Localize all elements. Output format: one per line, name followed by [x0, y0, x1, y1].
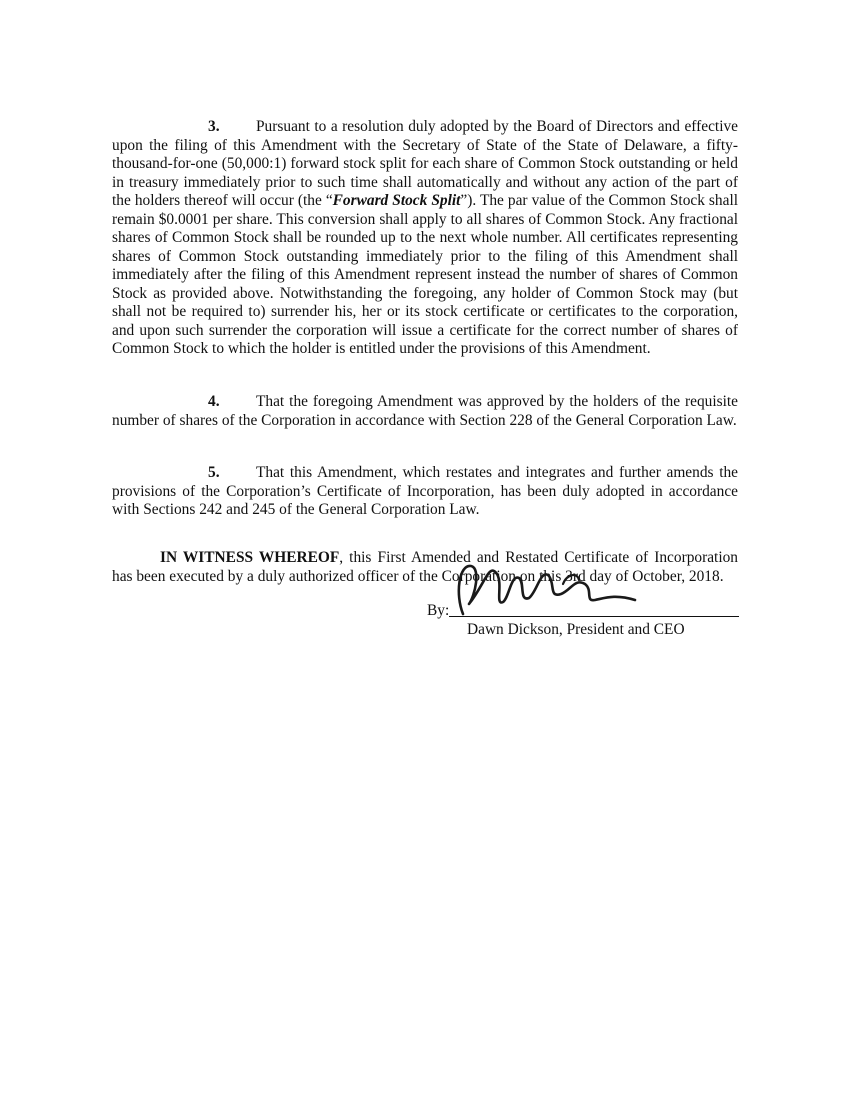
by-label: By: [427, 602, 450, 619]
handwritten-signature [445, 544, 645, 624]
paragraph-number: 5. [208, 464, 220, 481]
paragraph-text: That the foregoing Amendment was approved by the holders of the requisite number of shares of the Corporation in accordance with Section 228 of the General Corporation Law. [112, 393, 738, 429]
paragraph-4 [112, 393, 738, 430]
witness-text: , this First Amended and Restated Certificate of Incorporation has been executed by a duly authorized officer of the Corporation on this 3rd day of October, 2018. [112, 549, 738, 585]
witness-lead: IN WITNESS WHEREOF [160, 549, 340, 566]
paragraph-3 [112, 118, 738, 359]
defined-term: Forward Stock Split [332, 192, 461, 209]
paragraph-text-continued: ”). The par value of the Common Stock shall remain $0.0001 per share. This conversion shall apply to all shares of Common Stock. Any fractional shares of Common Stock shall be rounded up to the next whole number. All certificates representing shares of Common Stock outstanding immediately prior to the filing of this Amendment shall immediately after the filing of this Amendment represent instead the number of shares of Common Stock as provided above. Notwithstanding the foregoing, any holder of Common Stock may (but shall not be required to) surrender his, her or its stock certificate or certificates to the corporation, and upon such surrender the corporation will issue a certificate for the correct number of shares of Common Stock to which the holder is entitled under the provisions of this Amendment. [112, 192, 738, 357]
paragraph-text: Pursuant to a resolution duly adopted by the Board of Directors and effective upon the filing of this Amendment with the Secretary of State of the State of Delaware, a fifty-thousand-for-one (50,000:1) forward stock split for each share of Common Stock outstanding or held in treasury immediately prior to such time shall automatically and without any action of the part of the holders thereof will occur (the “ [112, 118, 738, 209]
paragraph-5 [112, 464, 738, 520]
paragraph-number: 4. [208, 393, 220, 410]
signer-name-title: Dawn Dickson, President and CEO [467, 621, 685, 638]
paragraph-text: That this Amendment, which restates and integrates and further amends the provisions of the Corporation’s Certificate of Incorporation, has been duly adopted in accordance with Sections 242 and 245 of the General Corporation Law. [112, 464, 738, 518]
paragraph-number: 3. [208, 118, 220, 135]
